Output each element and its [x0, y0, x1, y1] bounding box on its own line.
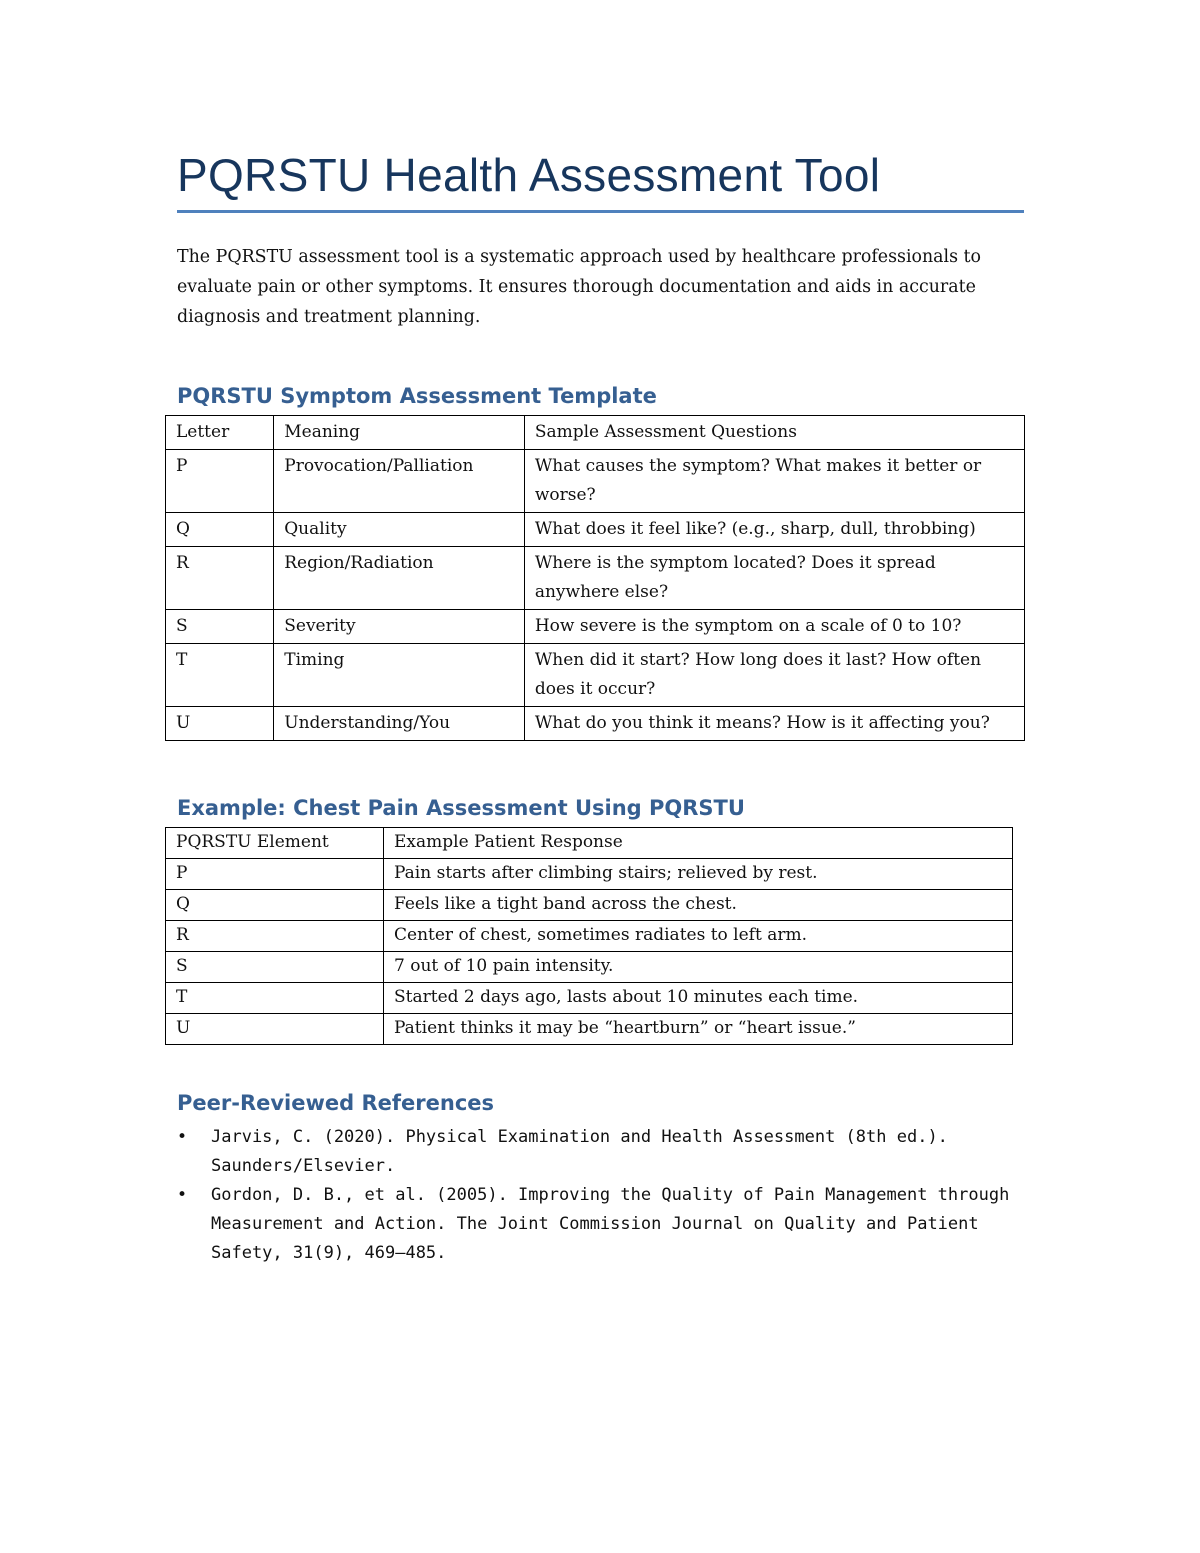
response-cell: Feels like a tight band across the chest.	[384, 890, 1013, 921]
references-list	[177, 1123, 1027, 1268]
header-cell: Meaning	[274, 416, 525, 450]
response-cell: 7 out of 10 pain intensity.	[384, 952, 1013, 983]
table-row	[166, 644, 1025, 707]
letter-cell: U	[166, 707, 274, 741]
header-cell: PQRSTU Element	[166, 828, 384, 859]
example-table	[165, 827, 1013, 1045]
template-table	[165, 415, 1025, 741]
reference-item	[177, 1181, 1027, 1268]
meaning-cell: Quality	[274, 513, 525, 547]
element-cell: S	[166, 952, 384, 983]
response-cell: Center of chest, sometimes radiates to left arm.	[384, 921, 1013, 952]
response-cell: Started 2 days ago, lasts about 10 minutes each time.	[384, 983, 1013, 1014]
letter-cell: P	[166, 450, 274, 513]
element-cell: T	[166, 983, 384, 1014]
header-cell: Example Patient Response	[384, 828, 1013, 859]
meaning-cell: Timing	[274, 644, 525, 707]
table-header-row	[166, 828, 1013, 859]
reference-text: Gordon, D. B., et al. (2005). Improving the Quality of Pain Management through Measurement and Action. The Joint Commission Journal on Quality and Patient Safety, 31(9), 469–485.	[211, 1185, 1010, 1263]
title-underline	[177, 210, 1024, 213]
table-row	[166, 952, 1013, 983]
bullet-icon: •	[177, 1185, 188, 1205]
table-row	[166, 983, 1013, 1014]
table-row	[166, 707, 1025, 741]
question-cell: How severe is the symptom on a scale of 0 to 10?	[524, 610, 1024, 644]
meaning-cell: Provocation/Palliation	[274, 450, 525, 513]
template-heading: PQRSTU Symptom Assessment Template	[177, 384, 657, 408]
table-row	[166, 1014, 1013, 1045]
question-cell: What do you think it means? How is it affecting you?	[524, 707, 1024, 741]
bullet-icon: •	[177, 1127, 188, 1147]
table-row	[166, 921, 1013, 952]
intro-paragraph: The PQRSTU assessment tool is a systematic approach used by healthcare professionals to evaluate pain or other symptoms. It ensures thorough documentation and aids in accurate diagnosis and treatment planning.	[177, 247, 982, 327]
element-cell: R	[166, 921, 384, 952]
table-row	[166, 450, 1025, 513]
meaning-cell: Severity	[274, 610, 525, 644]
letter-cell: T	[166, 644, 274, 707]
references-heading: Peer-Reviewed References	[177, 1091, 495, 1115]
element-cell: Q	[166, 890, 384, 921]
element-cell: U	[166, 1014, 384, 1045]
table-row	[166, 513, 1025, 547]
response-cell: Patient thinks it may be “heartburn” or “heart issue.”	[384, 1014, 1013, 1045]
header-cell: Letter	[166, 416, 274, 450]
question-cell: What causes the symptom? What makes it better or worse?	[524, 450, 1024, 513]
reference-text: Jarvis, C. (2020). Physical Examination and Health Assessment (8th ed.). Saunders/Elsevier.	[211, 1127, 948, 1176]
letter-cell: Q	[166, 513, 274, 547]
example-heading: Example: Chest Pain Assessment Using PQRSTU	[177, 796, 745, 820]
question-cell: What does it feel like? (e.g., sharp, dull, throbbing)	[524, 513, 1024, 547]
table-row	[166, 859, 1013, 890]
meaning-cell: Region/Radiation	[274, 547, 525, 610]
element-cell: P	[166, 859, 384, 890]
letter-cell: S	[166, 610, 274, 644]
table-row	[166, 610, 1025, 644]
question-cell: When did it start? How long does it last? How often does it occur?	[524, 644, 1024, 707]
question-cell: Where is the symptom located? Does it spread anywhere else?	[524, 547, 1024, 610]
header-cell: Sample Assessment Questions	[524, 416, 1024, 450]
response-cell: Pain starts after climbing stairs; relieved by rest.	[384, 859, 1013, 890]
letter-cell: R	[166, 547, 274, 610]
table-header-row	[166, 416, 1025, 450]
meaning-cell: Understanding/You	[274, 707, 525, 741]
table-row	[166, 547, 1025, 610]
table-row	[166, 890, 1013, 921]
document-title: PQRSTU Health Assessment Tool	[177, 149, 881, 201]
reference-item	[177, 1123, 1027, 1181]
